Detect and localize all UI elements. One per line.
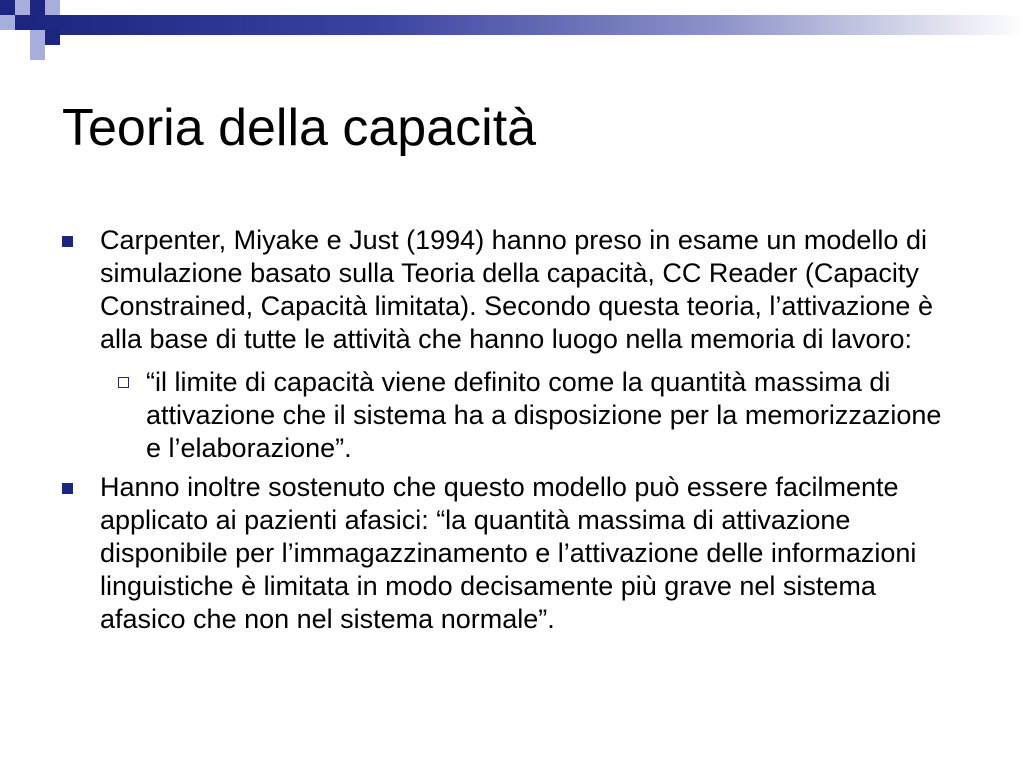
- bullet-text: Carpenter, Miyake e Just (1994) hanno preso in esame un modello di simulazione basato sulla Teoria della capacità, CC Reader (Capacity Constrained, Capacità limitata). Secondo questa teoria, l’attivazione è alla base di tutte le attività che hanno luogo nella memoria di lavoro:: [100, 225, 933, 354]
- bullet-item: [62, 471, 962, 636]
- filled-square-bullet-icon: [62, 236, 73, 247]
- sub-bullet-item: [146, 366, 962, 465]
- slide-body: [62, 224, 962, 646]
- header-gradient-bar: [30, 15, 1024, 35]
- bullet-text: Hanno inoltre sostenuto che questo modello può essere facilmente applicato ai pazienti afasici: “la quantità massima di attivazione disponibile per l’immagazzinamento e l’attivazione delle informazioni linguistiche è limitata in modo decisamente più grave nel sistema afasico che non nel sistema normale”.: [100, 472, 917, 634]
- filled-square-bullet-icon: [62, 483, 73, 494]
- decor-square-icon: [30, 45, 45, 60]
- decor-square-icon: [45, 0, 60, 15]
- decor-square-icon: [30, 30, 45, 45]
- decor-square-icon: [15, 0, 30, 15]
- decor-square-icon: [0, 0, 15, 15]
- decor-square-icon: [45, 30, 60, 45]
- decor-square-icon: [30, 0, 45, 15]
- decor-square-icon: [0, 15, 15, 30]
- hollow-square-bullet-icon: [118, 377, 129, 388]
- decor-square-icon: [15, 15, 30, 30]
- bullet-item: [62, 224, 962, 356]
- sub-bullet-text: “il limite di capacità viene definito come la quantità massima di attivazione che il sistema ha a disposizione per la memorizzazione e l’elaborazione”.: [146, 367, 942, 463]
- slide-title: Teoria della capacità: [62, 99, 537, 157]
